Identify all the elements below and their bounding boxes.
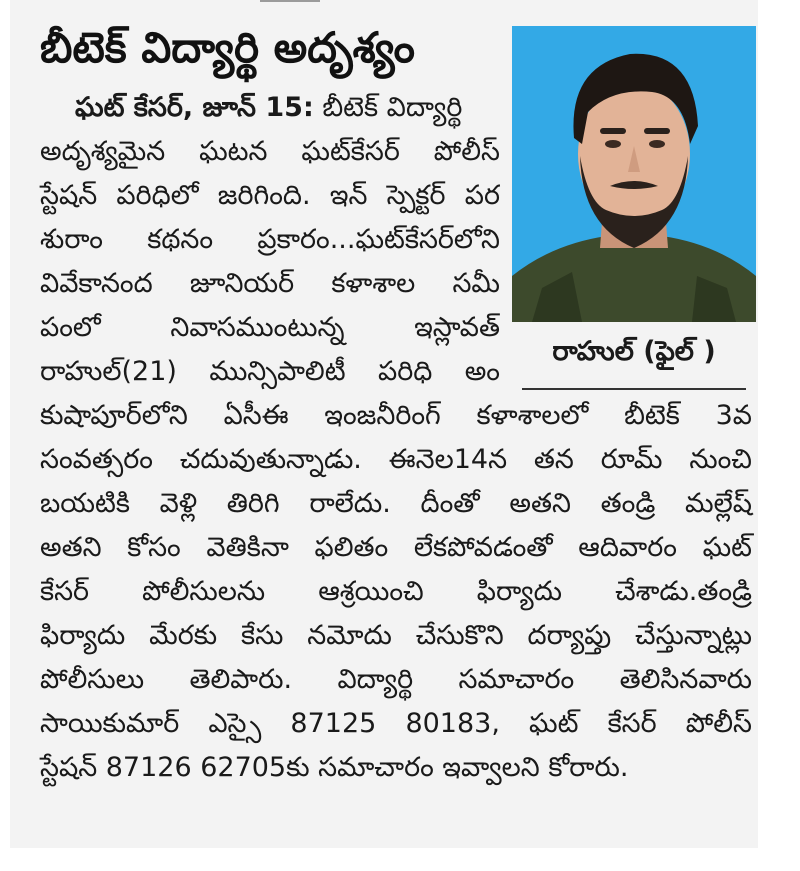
body-line: బయటికి వెళ్లి తిరిగి రాలేదు. దీంతో అతని తండ్రి మల్లేష్ [40,488,752,519]
body-line: ఫిర్యాదు మేరకు కేసు నమోదు చేసుకొని దర్యాప్తు చేస్తున్నాట్లు [40,620,752,651]
body-line: కుషాపూర్‌లోని ఏసీఈ ఇంజనీరింగ్ కళాశాలలో బీటెక్ 3వ [40,400,752,431]
photo-caption: రాహుల్ (ఫైల్ ) [552,336,716,367]
body-line: స్టేషన్ 87126 62705కు సమాచారం ఇవ్వాలని కోరారు. [40,752,629,783]
body-line: కేసర్ పోలీసులను ఆశ్రయించి ఫిర్యాదు చేశాడు.తండ్రి [40,576,752,607]
person-photo [512,26,756,322]
body-line: అదృశ్యమైన ఘటన ఘట్‌కేసర్ పోలీస్ [40,136,500,167]
body-line: సంవత్సరం చదువుతున్నాడు. ఈనెల14న తన రూమ్ నుంచి [40,444,752,475]
headline: బీటెక్ విద్యార్థి అదృశ్యం [40,23,415,72]
body-line: రాహుల్(21) మున్సిపాలిటీ పరిధి అం [40,356,500,387]
portrait-illustration [512,26,756,322]
body-line: శురాం కథనం ప్రకారం...ఘట్‌కేసర్‌లోని [40,224,500,255]
body-line: అతని కోసం వెతికినా ఫలితం లేకపోవడంతో ఆదివారం ఘట్ [40,532,752,563]
dateline: ఘట్ కేసర్, జూన్ 15: [75,92,314,123]
body-line: పంలో నివాసముంటున్న ఇస్లావత్ [40,312,500,343]
body-line: వివేకానంద జూనియర్ కళాశాల సమీ [40,268,500,299]
photo-frame [512,26,756,398]
body-line: స్టేషన్ పరిధిలో జరిగింది. ఇన్ స్పెక్టర్ పర [40,180,500,211]
body-line [75,86,500,130]
body-line: పోలీసులు తెలిపారు. విద్యార్థి సమాచారం తెలిసినవారు [40,664,752,695]
body-line-text: బీటెక్ విద్యార్థి [313,92,463,123]
body-line: సాయికుమార్ ఎస్సై 87125 80183, ఘట్ కేసర్ పోలీస్ [40,708,752,739]
cropped-previous-text [260,0,320,8]
caption-divider [522,388,746,390]
